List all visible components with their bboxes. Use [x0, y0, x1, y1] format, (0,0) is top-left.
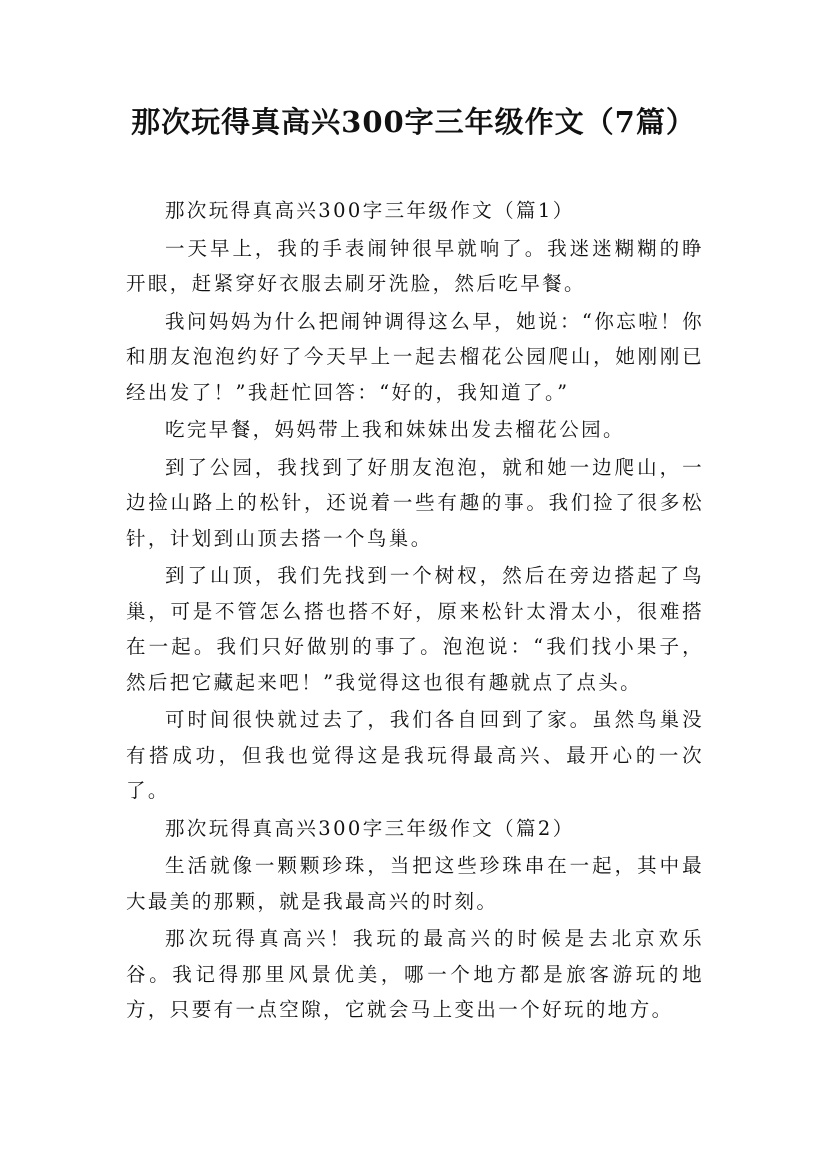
paragraph: 一天早上，我的手表闹钟很早就响了。我迷迷糊糊的睁开眼，赶紧穿好衣服去刷牙洗脸，然后吃早餐。: [126, 236, 704, 295]
paragraph: 吃完早餐，妈妈带上我和妹妹出发去榴花公园。: [165, 418, 625, 441]
document-body: [126, 193, 704, 1030]
paragraph: 生活就像一颗颗珍珠，当把这些珍珠串在一起，其中最大最美的那颗，就是我最高兴的时刻。: [126, 854, 704, 913]
section-heading-2: 那次玩得真高兴300字三年级作文（篇2）: [165, 816, 575, 840]
paragraph: 那次玩得真高兴！我玩的最高兴的时候是去北京欢乐谷。我记得那里风景优美，哪一个地方都是旅客游玩的地方，只要有一点空隙，它就会马上变出一个好玩的地方。: [126, 927, 704, 1021]
paragraph: 可时间很快就过去了，我们各自回到了家。虽然鸟巢没有搭成功，但我也觉得这是我玩得最高兴、最开心的一次了。: [126, 708, 704, 802]
section-heading-1: 那次玩得真高兴300字三年级作文（篇1）: [165, 199, 575, 222]
paragraph: 到了山顶，我们先找到一个树杈，然后在旁边搭起了鸟巢，可是不管怎么搭也搭不好，原来松针太滑太小，很难搭在一起。我们只好做别的事了。泡泡说：“我们找小果子，然后把它藏起来吧！”我觉得这也很有趣就点了点头。: [126, 564, 704, 694]
paragraph: 到了公园，我找到了好朋友泡泡，就和她一边爬山，一边捡山路上的松针，还说着一些有趣的事。我们捡了很多松针，计划到山顶去搭一个鸟巢。: [126, 455, 704, 550]
paragraph: 我问妈妈为什么把闹钟调得这么早，她说：“你忘啦！你和朋友泡泡约好了今天早上一起去榴花公园爬山，她刚刚已经出发了！”我赶忙回答：“好的，我知道了。”: [126, 309, 704, 404]
document-title: 那次玩得真高兴300字三年级作文（7篇）: [131, 105, 696, 139]
